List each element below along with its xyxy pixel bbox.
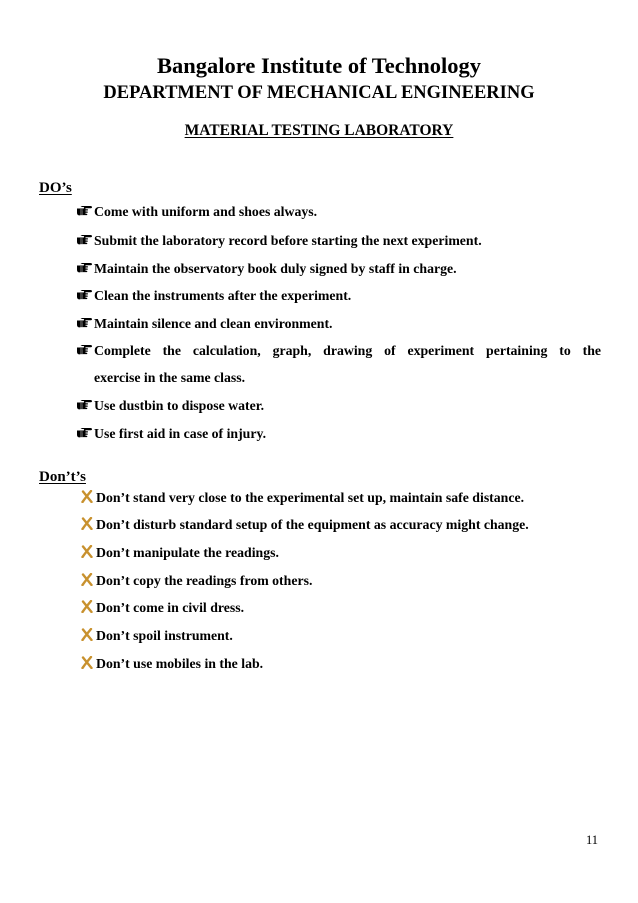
- pointing-hand-icon: [76, 234, 93, 245]
- donts-list-item: [81, 599, 244, 616]
- dos-item-text-line1: Complete the calculation, graph, drawing of experiment pertaining to the: [94, 343, 601, 358]
- dos-list-item: [76, 288, 351, 304]
- donts-heading: Don’t’s: [39, 469, 86, 485]
- donts-list-item: [81, 627, 233, 644]
- dos-item-text: Submit the laboratory record before starting the next experiment.: [94, 233, 482, 248]
- pointing-hand-icon: [76, 205, 93, 216]
- dos-list-item: [76, 398, 264, 414]
- dos-item-text: Maintain the observatory book duly signed by staff in charge.: [94, 261, 457, 276]
- dos-item-text: Clean the instruments after the experiment.: [94, 288, 352, 303]
- pointing-hand-icon: [76, 399, 93, 410]
- dos-list-item: [76, 337, 601, 391]
- dos-list-item: [76, 426, 266, 442]
- dos-list-item: [76, 316, 333, 332]
- dos-item-text: Come with uniform and shoes always.: [94, 204, 318, 219]
- cross-mark-icon: [81, 600, 93, 613]
- donts-item-text: Don’t disturb standard setup of the equipment as accuracy might change.: [96, 517, 529, 532]
- donts-list-item: [81, 572, 312, 589]
- donts-list-item: [81, 516, 529, 533]
- dos-heading: DO’s: [39, 180, 72, 196]
- donts-item-text: Don’t manipulate the readings.: [96, 545, 279, 560]
- cross-mark-icon: [81, 545, 93, 558]
- donts-item-text: Don’t copy the readings from others.: [96, 573, 313, 588]
- cross-mark-icon: [81, 656, 93, 669]
- cross-mark-icon: [81, 573, 93, 586]
- pointing-hand-icon: [76, 262, 93, 273]
- dos-list-item: [76, 261, 457, 277]
- dos-list-item: [76, 233, 482, 249]
- institute-title: Bangalore Institute of Technology: [157, 53, 481, 78]
- donts-list-item: [81, 489, 524, 506]
- dos-item-text-line2: exercise in the same class.: [94, 370, 246, 385]
- cross-mark-icon: [81, 517, 93, 530]
- department-title: DEPARTMENT OF MECHANICAL ENGINEERING: [103, 83, 535, 103]
- page-number: 11: [586, 833, 599, 847]
- dos-list-item: [76, 204, 317, 220]
- dos-item-text: Use first aid in case of injury.: [94, 426, 267, 441]
- donts-item-text: Don’t spoil instrument.: [96, 628, 233, 643]
- donts-item-text: Don’t use mobiles in the lab.: [96, 656, 264, 671]
- laboratory-title: MATERIAL TESTING LABORATORY: [184, 122, 454, 139]
- dos-item-text: Use dustbin to dispose water.: [94, 398, 265, 413]
- pointing-hand-icon: [76, 338, 93, 349]
- pointing-hand-icon: [76, 317, 93, 328]
- donts-item-text: Don’t stand very close to the experimental set up, maintain safe distance.: [96, 490, 525, 505]
- pointing-hand-icon: [76, 289, 93, 300]
- donts-list-item: [81, 544, 279, 561]
- pointing-hand-icon: [76, 427, 93, 438]
- donts-item-text: Don’t come in civil dress.: [96, 600, 245, 615]
- cross-mark-icon: [81, 628, 93, 641]
- donts-list-item: [81, 655, 263, 672]
- dos-item-text: Maintain silence and clean environment.: [94, 316, 333, 331]
- cross-mark-icon: [81, 490, 93, 503]
